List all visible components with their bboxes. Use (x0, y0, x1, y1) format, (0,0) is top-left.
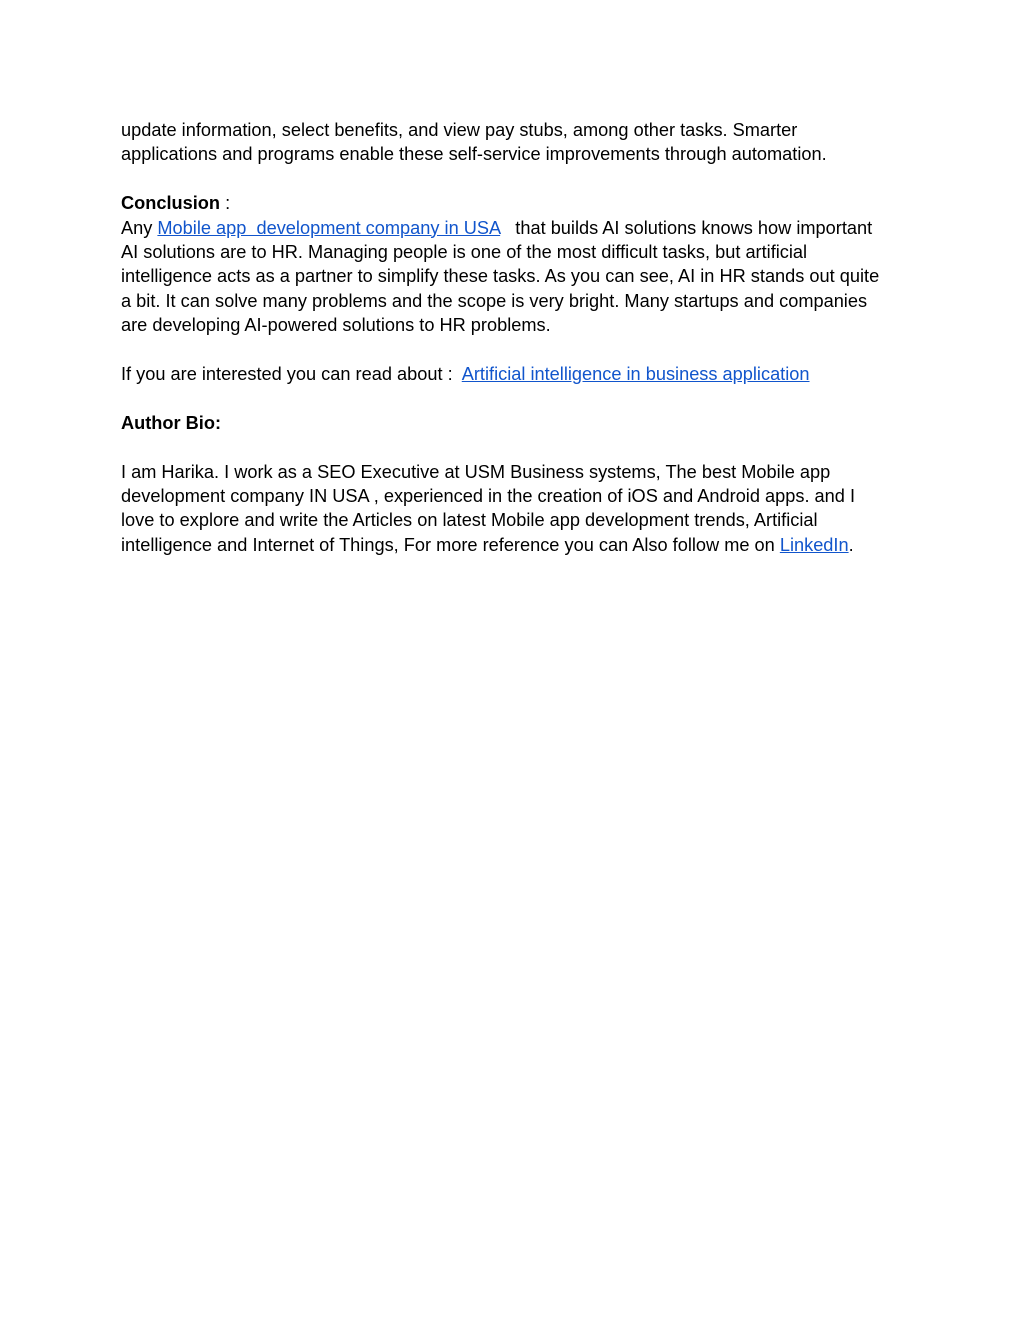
author-line-4-prefix: intelligence and Internet of Things, For more reference you can Also follow me on (121, 534, 780, 555)
conclusion-heading-line (121, 191, 901, 215)
conclusion-line-4: a bit. It can solve many problems and the scope is very bright. Many startups and companies (121, 290, 868, 311)
paragraph-gap (121, 386, 901, 410)
document-body (121, 118, 901, 557)
read-more-prefix: If you are interested you can read about : (121, 364, 462, 385)
conclusion-line-1 (121, 216, 901, 240)
conclusion-line-3: intelligence acts as a partner to simplify these tasks. As you can see, AI in HR stands out quite (121, 266, 880, 287)
author-line-3: love to explore and write the Articles on latest Mobile app development trends, Artificial (121, 510, 818, 531)
author-line-1: I am Harika. I work as a SEO Executive at USM Business systems, The best Mobile app (121, 461, 831, 482)
author-line-4-suffix: . (848, 534, 854, 555)
linkedin-link[interactable]: LinkedIn (779, 534, 849, 555)
author-line-4 (121, 533, 901, 557)
intro-line-2: applications and programs enable these self-service improvements through automation. (121, 144, 827, 165)
conclusion-line-5: are developing AI-powered solutions to HR problems. (121, 315, 551, 336)
intro-line-1: update information, select benefits, and view pay stubs, among other tasks. Smarter (121, 120, 798, 140)
paragraph-gap (121, 338, 901, 362)
author-line-2: development company IN USA , experienced in the creation of iOS and Android apps. and I (121, 486, 856, 507)
paragraph-gap (121, 435, 901, 459)
author-bio-heading: Author Bio: (121, 412, 222, 433)
mobile-app-company-link[interactable]: Mobile app development company in USA (157, 217, 501, 238)
conclusion-line-2: AI solutions are to HR. Managing people is one of the most difficult tasks, but artificial (121, 242, 808, 263)
conclusion-heading: Conclusion (121, 193, 221, 214)
conclusion-line-1-prefix: Any (121, 217, 158, 238)
ai-business-application-link[interactable]: Artificial intelligence in business application (461, 364, 810, 385)
conclusion-heading-suffix: : (220, 193, 231, 214)
read-more-line (121, 362, 901, 386)
conclusion-line-1-suffix: that builds AI solutions knows how important (500, 217, 873, 238)
paragraph-gap (121, 167, 901, 191)
